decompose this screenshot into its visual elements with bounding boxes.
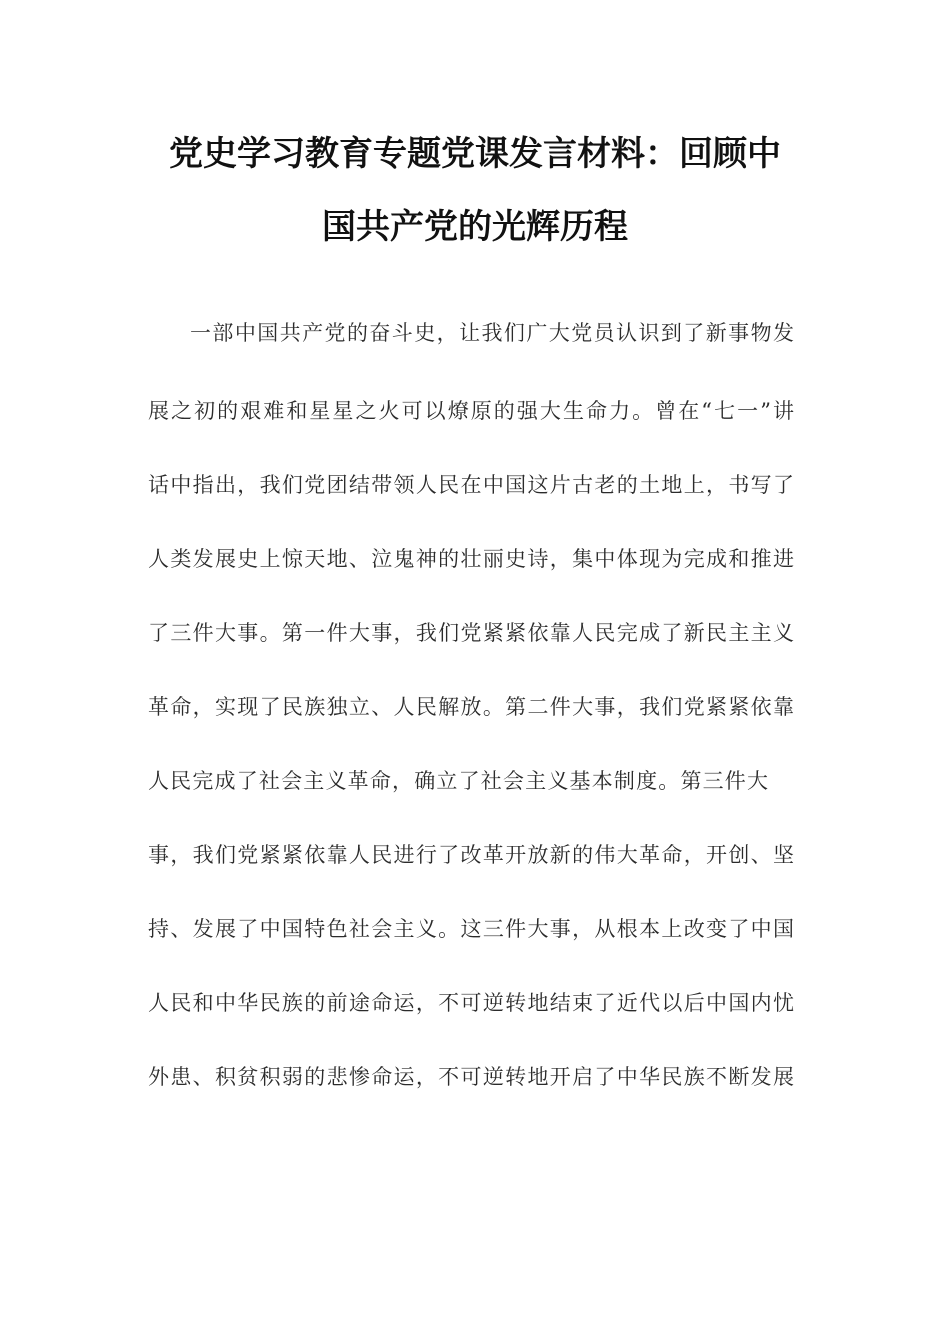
body-line-4: 人类发展史上惊天地、泣鬼神的壮丽史诗，集中体现为完成和推进 xyxy=(148,547,794,571)
document-title-line-1: 党史学习教育专题党课发言材料：回顾中 xyxy=(169,134,781,174)
body-line-8: 事，我们党紧紧依靠人民进行了改革开放新的伟大革命，开创、坚 xyxy=(148,843,794,867)
body-line-7: 人民完成了社会主义革命，确立了社会主义基本制度。第三件大 xyxy=(148,769,768,793)
body-line-1: 一部中国共产党的奋斗史，让我们广大党员认识到了新事物发 xyxy=(190,321,794,345)
body-line-6: 革命，实现了民族独立、人民解放。第二件大事，我们党紧紧依靠 xyxy=(148,695,794,719)
body-line-11: 外患、积贫积弱的悲惨命运，不可逆转地开启了中华民族不断发展 xyxy=(148,1065,794,1089)
body-line-9: 持、发展了中国特色社会主义。这三件大事，从根本上改变了中国 xyxy=(148,917,794,941)
document-title-line-2: 国共产党的光辉历程 xyxy=(322,207,628,247)
body-line-3: 话中指出，我们党团结带领人民在中国这片古老的土地上，书写了 xyxy=(148,473,794,497)
body-line-5: 了三件大事。第一件大事，我们党紧紧依靠人民完成了新民主主义 xyxy=(148,621,794,645)
body-line-10: 人民和中华民族的前途命运，不可逆转地结束了近代以后中国内忧 xyxy=(148,991,794,1015)
body-line-2: 展之初的艰难和星星之火可以燎原的强大生命力。曾在“七一”讲 xyxy=(148,399,794,423)
